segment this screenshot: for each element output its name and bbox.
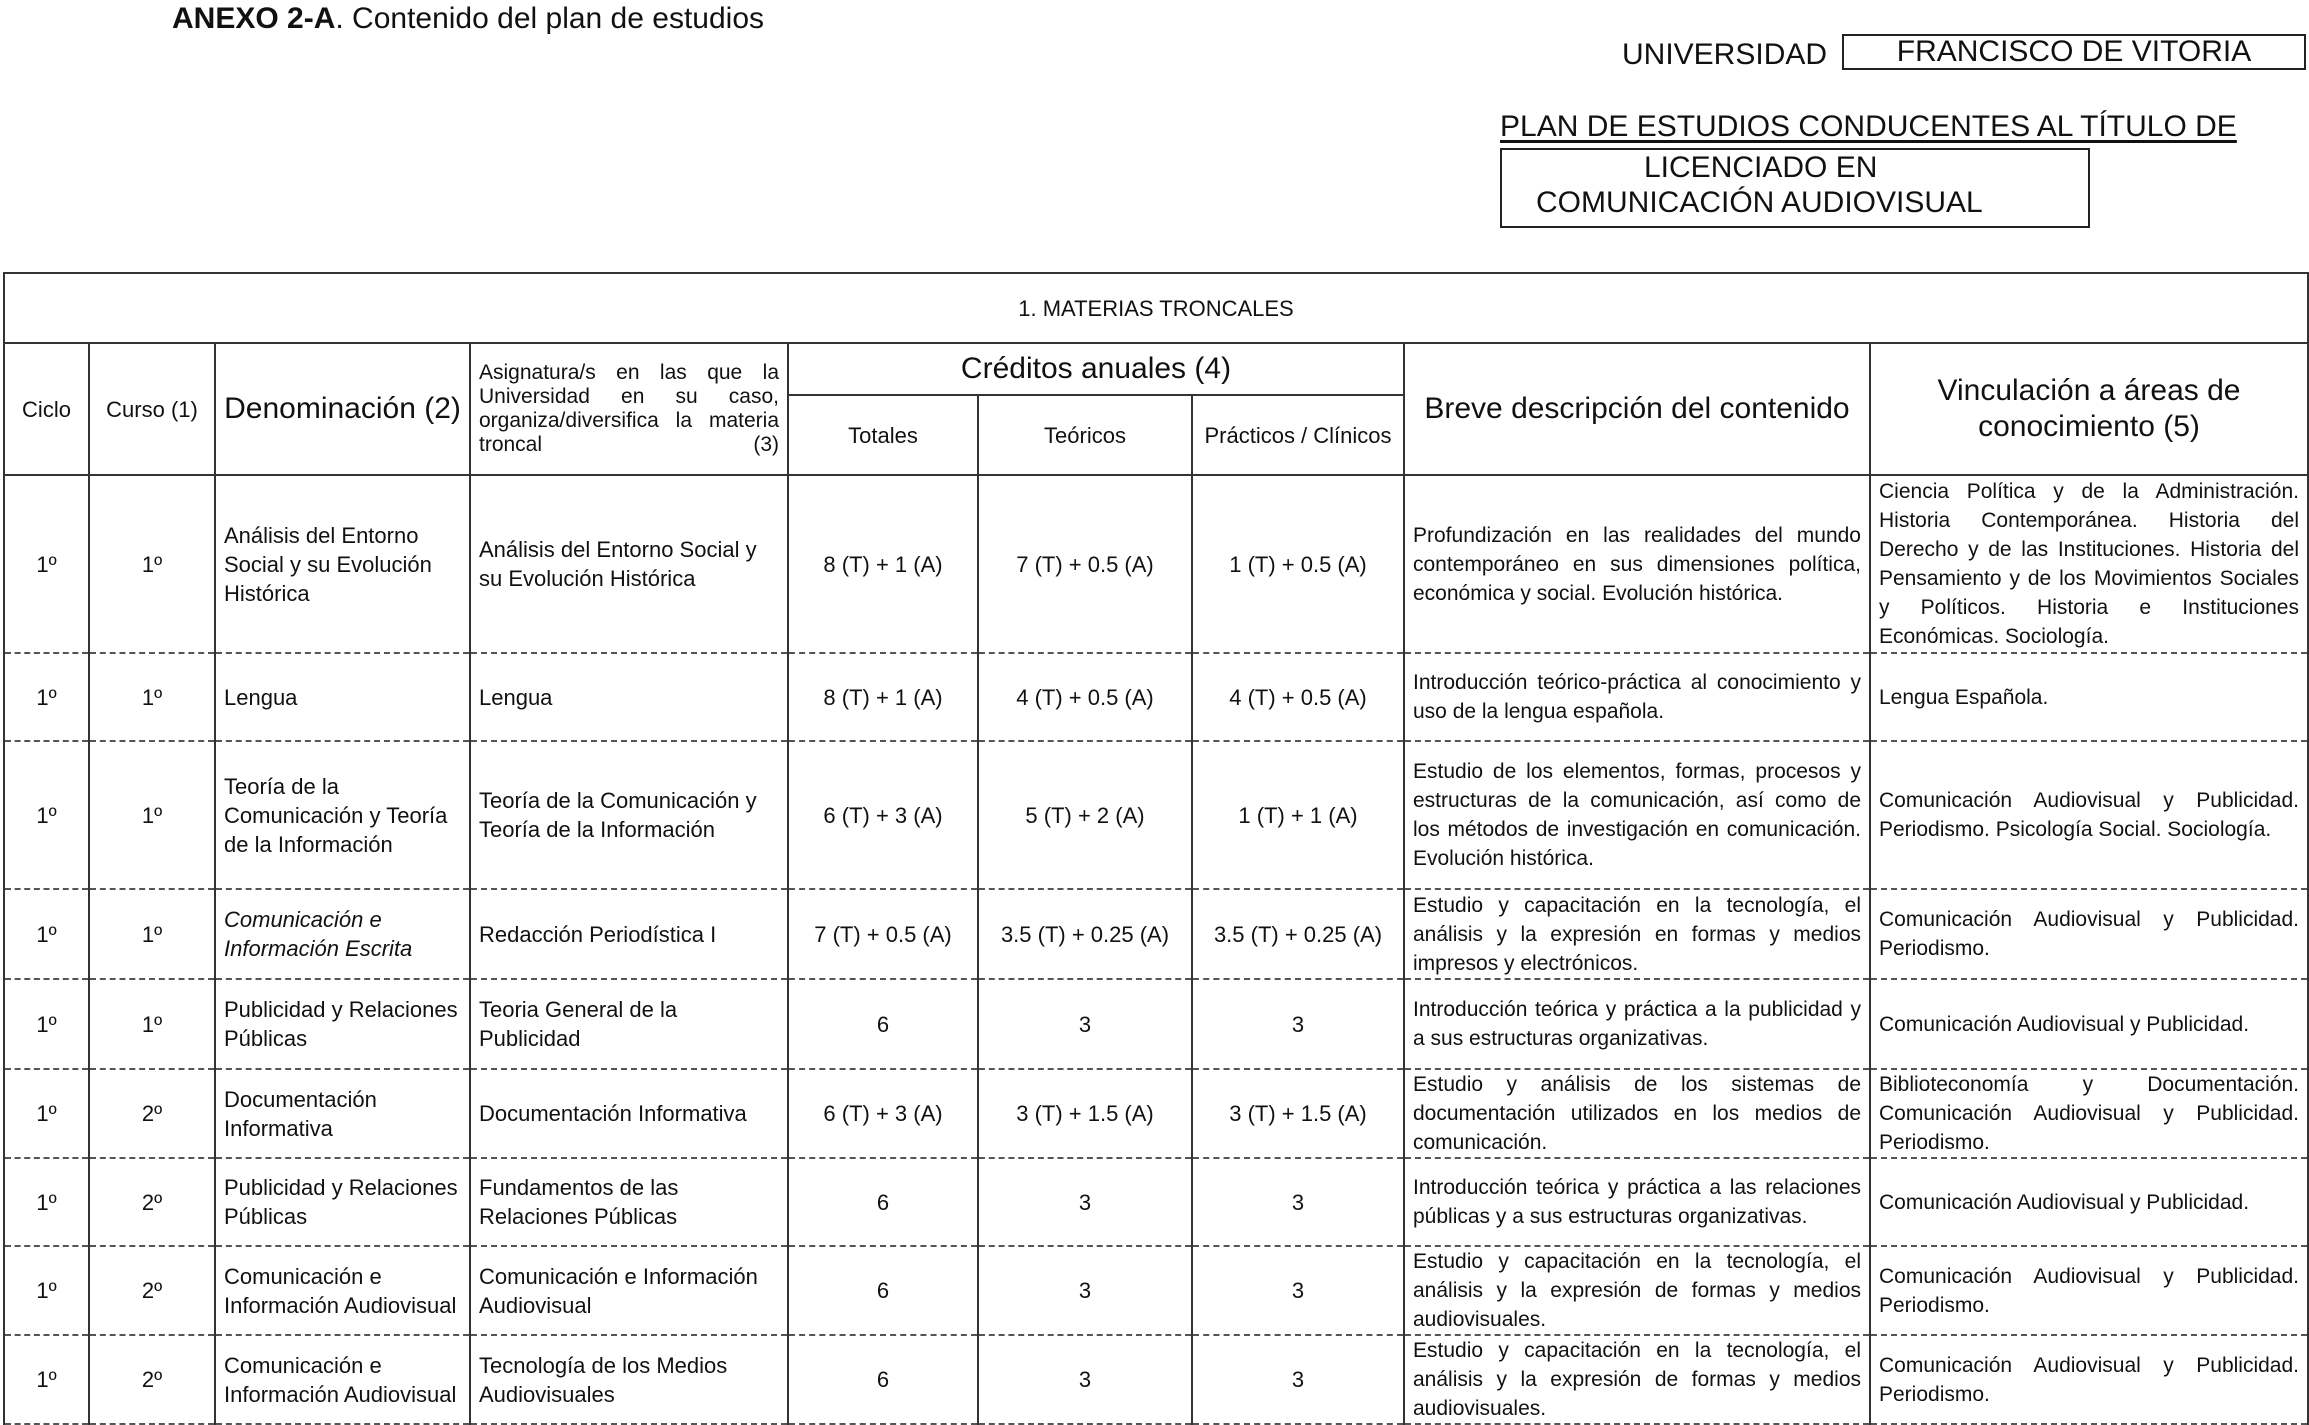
cell-totales: 6 — [788, 979, 978, 1069]
cell-ciclo: 1º — [4, 889, 89, 979]
cell-denominacion: Comunicación e Información Audiovisual — [215, 1246, 470, 1335]
cell-curso: 1º — [89, 889, 215, 979]
annex-heading — [172, 2, 764, 36]
cell-teoricos: 3 — [978, 1158, 1192, 1246]
cell-ciclo: 1º — [4, 1069, 89, 1158]
cell-ciclo: 1º — [4, 475, 89, 653]
cell-totales: 7 (T) + 0.5 (A) — [788, 889, 978, 979]
cell-asignatura: Tecnología de los Medios Audiovisuales — [470, 1335, 788, 1424]
col-descripcion: Breve descripción del contenido — [1404, 343, 1870, 475]
cell-curso: 1º — [89, 475, 215, 653]
cell-vinculacion: Comunicación Audiovisual y Publicidad. Periodismo. — [1870, 889, 2308, 979]
cell-denominacion: Comunicación e Información Audiovisual — [215, 1335, 470, 1424]
cell-ciclo: 1º — [4, 741, 89, 889]
cell-descripcion: Estudio de los elementos, formas, procesos y estructuras de la comunicación, así como de los métodos de investigación en comunicación. Evolución histórica. — [1404, 741, 1870, 889]
cell-teoricos: 3.5 (T) + 0.25 (A) — [978, 889, 1192, 979]
cell-curso: 2º — [89, 1335, 215, 1424]
cell-denominacion: Lengua — [215, 653, 470, 741]
cell-teoricos: 3 (T) + 1.5 (A) — [978, 1069, 1192, 1158]
cell-teoricos: 5 (T) + 2 (A) — [978, 741, 1192, 889]
cell-teoricos: 3 — [978, 1246, 1192, 1335]
cell-totales: 6 (T) + 3 (A) — [788, 741, 978, 889]
cell-totales: 6 — [788, 1246, 978, 1335]
cell-vinculacion: Lengua Española. — [1870, 653, 2308, 741]
table-row — [4, 1069, 2308, 1158]
annex-title: . Contenido del plan de estudios — [335, 2, 765, 35]
cell-ciclo: 1º — [4, 979, 89, 1069]
cell-curso: 2º — [89, 1069, 215, 1158]
cell-asignatura: Fundamentos de las Relaciones Públicas — [470, 1158, 788, 1246]
col-creditos: Créditos anuales (4) — [788, 343, 1404, 395]
cell-practicos: 1 (T) + 1 (A) — [1192, 741, 1404, 889]
table-title: 1. MATERIAS TRONCALES — [4, 273, 2308, 343]
cell-denominacion: Publicidad y Relaciones Públicas — [215, 979, 470, 1069]
cell-asignatura: Teoria General de la Publicidad — [470, 979, 788, 1069]
cell-asignatura: Redacción Periodística I — [470, 889, 788, 979]
cell-teoricos: 3 — [978, 1335, 1192, 1424]
cell-denominacion: Publicidad y Relaciones Públicas — [215, 1158, 470, 1246]
degree-title-line1: LICENCIADO EN — [1644, 151, 1878, 184]
table-row — [4, 1158, 2308, 1246]
cell-practicos: 3 — [1192, 1246, 1404, 1335]
col-totales: Totales — [788, 395, 978, 475]
table-row — [4, 741, 2308, 889]
cell-practicos: 3.5 (T) + 0.25 (A) — [1192, 889, 1404, 979]
cell-curso: 2º — [89, 1246, 215, 1335]
cell-descripcion: Estudio y capacitación en la tecnología, el análisis y la expresión en formas y medios impresos y electrónicos. — [1404, 889, 1870, 979]
col-ciclo: Ciclo — [4, 343, 89, 475]
cell-totales: 6 — [788, 1335, 978, 1424]
cell-denominacion: Comunicación e Información Escrita — [215, 889, 470, 979]
cell-ciclo: 1º — [4, 653, 89, 741]
cell-totales: 6 (T) + 3 (A) — [788, 1069, 978, 1158]
plan-label: PLAN DE ESTUDIOS CONDUCENTES AL TÍTULO DE — [1500, 110, 2237, 143]
university-name-box: FRANCISCO DE VITORIA — [1842, 34, 2306, 70]
cell-teoricos: 4 (T) + 0.5 (A) — [978, 653, 1192, 741]
degree-title-line2: COMUNICACIÓN AUDIOVISUAL — [1536, 186, 1983, 219]
cell-asignatura: Lengua — [470, 653, 788, 741]
cell-curso: 1º — [89, 979, 215, 1069]
cell-denominacion: Análisis del Entorno Social y su Evolución Histórica — [215, 475, 470, 653]
col-curso: Curso (1) — [89, 343, 215, 475]
cell-vinculacion: Comunicación Audiovisual y Publicidad. Periodismo. — [1870, 1246, 2308, 1335]
col-practicos: Prácticos / Clínicos — [1192, 395, 1404, 475]
table-row — [4, 889, 2308, 979]
cell-curso: 1º — [89, 653, 215, 741]
cell-denominacion: Teoría de la Comunicación y Teoría de la Información — [215, 741, 470, 889]
cell-ciclo: 1º — [4, 1158, 89, 1246]
cell-totales: 6 — [788, 1158, 978, 1246]
col-vinculacion: Vinculación a áreas de conocimiento (5) — [1870, 343, 2308, 475]
cell-descripcion: Estudio y análisis de los sistemas de documentación utilizados en los medios de comunicación. — [1404, 1069, 1870, 1158]
cell-descripcion: Introducción teórica y práctica a las relaciones públicas y a sus estructuras organizativas. — [1404, 1158, 1870, 1246]
core-subjects-table — [3, 272, 2309, 1425]
col-asignatura: Asignatura/s en las que la Universidad en su caso, organiza/diversifica la materia troncal (3) — [470, 343, 788, 475]
cell-totales: 8 (T) + 1 (A) — [788, 475, 978, 653]
cell-practicos: 3 — [1192, 1335, 1404, 1424]
cell-practicos: 3 — [1192, 1158, 1404, 1246]
cell-practicos: 3 — [1192, 979, 1404, 1069]
cell-asignatura: Documentación Informativa — [470, 1069, 788, 1158]
cell-ciclo: 1º — [4, 1246, 89, 1335]
col-denominacion: Denominación (2) — [215, 343, 470, 475]
cell-totales: 8 (T) + 1 (A) — [788, 653, 978, 741]
cell-practicos: 1 (T) + 0.5 (A) — [1192, 475, 1404, 653]
cell-vinculacion: Comunicación Audiovisual y Publicidad. Periodismo. — [1870, 1335, 2308, 1424]
cell-curso: 2º — [89, 1158, 215, 1246]
cell-asignatura: Análisis del Entorno Social y su Evolución Histórica — [470, 475, 788, 653]
cell-vinculacion: Ciencia Política y de la Administración. Historia Contemporánea. Historia del Derecho y de las Instituciones. Historia del Pensamiento y de los Movimientos Sociales y Políticos. Historia e Instituciones Económicas. Sociología. — [1870, 475, 2308, 653]
table-row — [4, 1246, 2308, 1335]
cell-descripcion: Profundización en las realidades del mundo contemporáneo en sus dimensiones política, económica y social. Evolución histórica. — [1404, 475, 1870, 653]
table-row — [4, 1335, 2308, 1424]
cell-teoricos: 3 — [978, 979, 1192, 1069]
cell-ciclo: 1º — [4, 1335, 89, 1424]
cell-denominacion: Documentación Informativa — [215, 1069, 470, 1158]
cell-vinculacion: Comunicación Audiovisual y Publicidad. — [1870, 1158, 2308, 1246]
cell-teoricos: 7 (T) + 0.5 (A) — [978, 475, 1192, 653]
cell-descripcion: Introducción teórico-práctica al conocimiento y uso de la lengua española. — [1404, 653, 1870, 741]
degree-title-box — [1500, 148, 2090, 228]
cell-descripcion: Estudio y capacitación en la tecnología, el análisis y la expresión de formas y medios audiovisuales. — [1404, 1246, 1870, 1335]
cell-vinculacion: Biblioteconomía y Documentación. Comunicación Audiovisual y Publicidad. Periodismo. — [1870, 1069, 2308, 1158]
cell-practicos: 4 (T) + 0.5 (A) — [1192, 653, 1404, 741]
table-row — [4, 979, 2308, 1069]
table-row — [4, 475, 2308, 653]
cell-vinculacion: Comunicación Audiovisual y Publicidad. Periodismo. Psicología Social. Sociología. — [1870, 741, 2308, 889]
cell-asignatura: Teoría de la Comunicación y Teoría de la Información — [470, 741, 788, 889]
col-teoricos: Teóricos — [978, 395, 1192, 475]
cell-asignatura: Comunicación e Información Audiovisual — [470, 1246, 788, 1335]
cell-vinculacion: Comunicación Audiovisual y Publicidad. — [1870, 979, 2308, 1069]
table-row — [4, 653, 2308, 741]
cell-curso: 1º — [89, 741, 215, 889]
annex-number: ANEXO 2-A — [172, 2, 336, 35]
cell-descripcion: Introducción teórica y práctica a la publicidad y a sus estructuras organizativas. — [1404, 979, 1870, 1069]
university-label: UNIVERSIDAD — [1622, 38, 1828, 71]
cell-descripcion: Estudio y capacitación en la tecnología, el análisis y la expresión de formas y medios audiovisuales. — [1404, 1335, 1870, 1424]
cell-practicos: 3 (T) + 1.5 (A) — [1192, 1069, 1404, 1158]
